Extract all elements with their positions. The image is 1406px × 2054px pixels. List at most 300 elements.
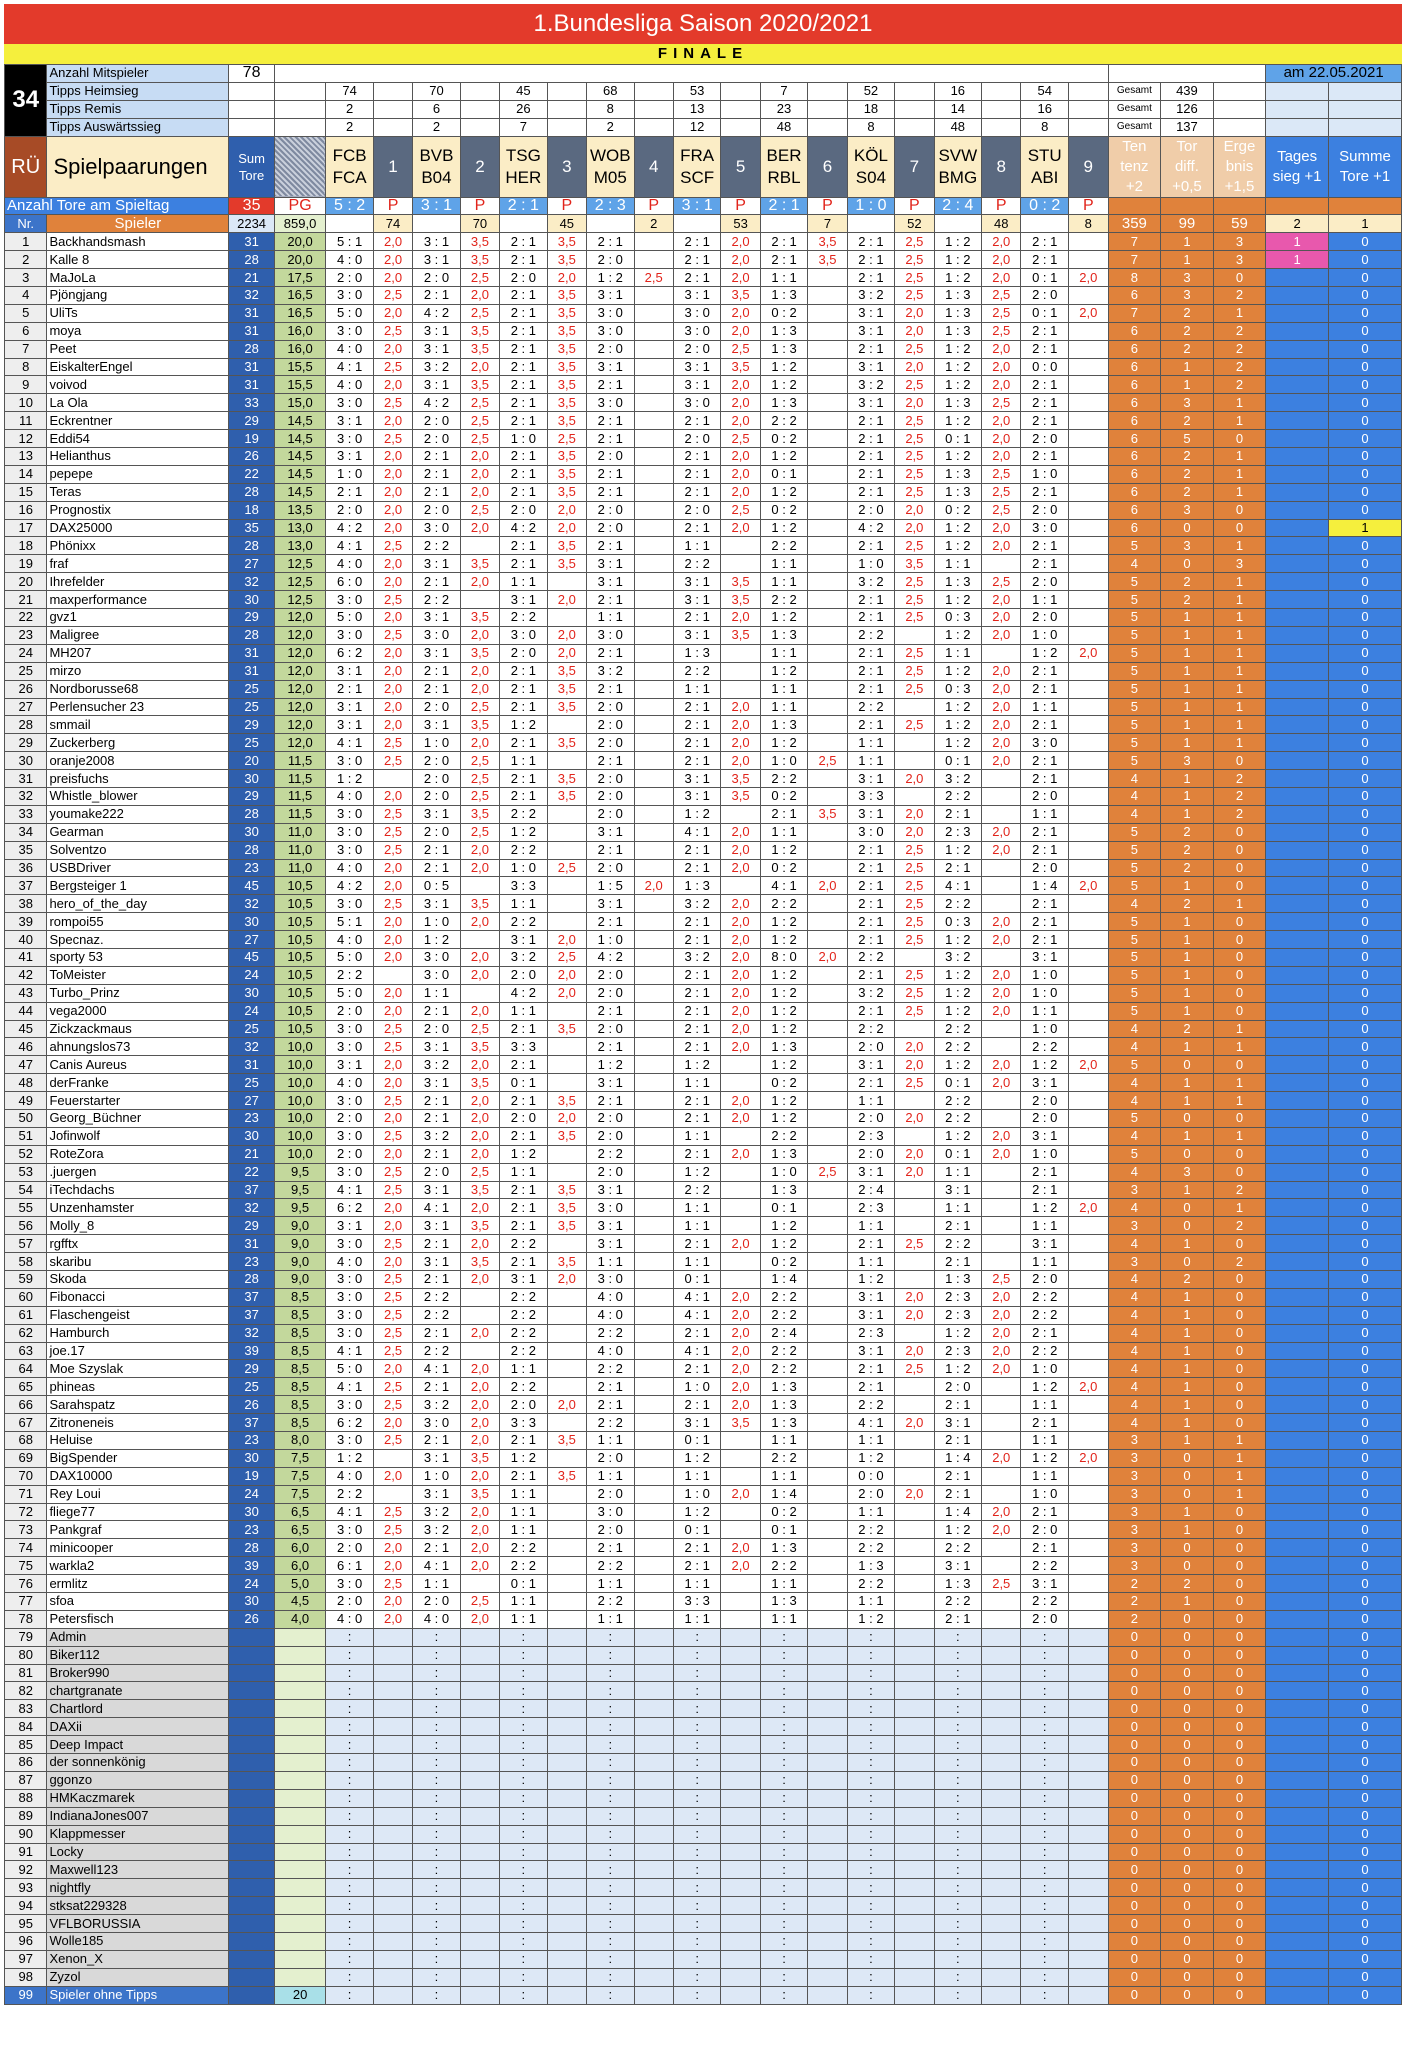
player-tip: 1 : 0 [760,752,807,770]
player-tip: 2 : 1 [760,251,807,269]
player-name: Backhandsmash [47,233,229,251]
player-row [5,680,1402,698]
player-summe: 0 [1328,626,1401,644]
player-tip: 1 : 0 [1021,1145,1068,1163]
player-tordiff: 1 [1161,1324,1214,1342]
player-points [982,1253,1021,1271]
player-points: 2,0 [373,984,412,1002]
player-points [982,1718,1021,1736]
player-tip: 0 : 2 [760,1074,807,1092]
player-tip: 2 : 0 [587,805,634,823]
player-points [982,1736,1021,1754]
game-result: 2 : 4 [934,197,981,215]
player-pg [274,1843,326,1861]
player-tip: 1 : 1 [760,698,807,716]
player-tip: 1 : 3 [760,1414,807,1432]
player-points: 3,5 [547,734,586,752]
player-points: 2,0 [460,841,499,859]
player-points [373,1628,412,1646]
player-tendenz: 0 [1108,1771,1161,1789]
player-points: 3,5 [547,1253,586,1271]
player-tordiff: 1 [1161,966,1214,984]
player-tip: 4 : 1 [413,1557,460,1575]
player-ergebnis: 0 [1213,1575,1266,1593]
player-tordiff: 1 [1161,734,1214,752]
player-points: 3,5 [547,465,586,483]
player-points: 2,0 [721,734,760,752]
player-tip: 3 : 3 [847,787,894,805]
player-ergebnis: 1 [1213,394,1266,412]
player-row [5,358,1402,376]
player-tip: 2 : 0 [587,770,634,788]
player-points: 2,5 [373,1521,412,1539]
player-points [1068,591,1108,609]
player-tip: 2 : 1 [587,430,634,448]
player-summe: 0 [1328,787,1401,805]
player-points [1068,1968,1108,1986]
player-points [808,1449,847,1467]
player-tip: 0 : 1 [760,1199,807,1217]
player-tip: 2 : 1 [500,251,547,269]
player-tip: : [847,1915,894,1933]
player-ergebnis: 0 [1213,1932,1266,1950]
tippspiel-table [4,4,1402,2005]
player-points: 3,5 [547,1181,586,1199]
player-tip: 2 : 1 [673,698,720,716]
player-row [5,448,1402,466]
player-tordiff: 1 [1161,877,1214,895]
player-tip: 2 : 0 [413,501,460,519]
player-summe: 0 [1328,823,1401,841]
player-tip: 4 : 1 [326,358,373,376]
player-sum-tore [229,1968,274,1986]
player-tip: 3 : 1 [1021,1575,1068,1593]
blank [847,215,894,233]
player-points [634,1271,673,1289]
player-name: fraf [47,555,229,573]
player-ergebnis: 0 [1213,1664,1266,1682]
player-tip: 5 : 0 [326,304,373,322]
blank [274,100,326,118]
player-tordiff: 0 [1161,519,1214,537]
player-tip: 1 : 2 [1021,1449,1068,1467]
player-tip: 1 : 1 [587,1253,634,1271]
player-summe: 0 [1328,1181,1401,1199]
player-tip: 2 : 1 [847,609,894,627]
player-pg: 11,5 [274,787,326,805]
player-points: 2,0 [460,465,499,483]
player-tip: 2 : 2 [934,1020,981,1038]
player-points [547,805,586,823]
player-row [5,1092,1402,1110]
player-points [373,1449,412,1467]
player-summe: 0 [1328,966,1401,984]
player-tip: 3 : 1 [413,1253,460,1271]
player-points [808,1521,847,1539]
player-name: derFranke [47,1074,229,1092]
player-tip: 0 : 1 [760,1521,807,1539]
player-tip: 2 : 2 [500,913,547,931]
player-tip: 2 : 1 [847,1378,894,1396]
player-tip: 2 : 1 [500,1056,547,1074]
player-points: 2,5 [982,573,1021,591]
player-tip: 2 : 0 [587,1521,634,1539]
player-tip: 3 : 0 [673,322,720,340]
player-points [634,1861,673,1879]
player-tip: 3 : 1 [413,251,460,269]
player-tip: 1 : 4 [760,1271,807,1289]
player-points: 2,0 [721,394,760,412]
player-ergebnis: 1 [1213,591,1266,609]
player-rank: 81 [5,1664,47,1682]
player-tip: 2 : 1 [413,1145,460,1163]
player-sum-tore: 31 [229,233,274,251]
player-tip: 2 : 1 [847,251,894,269]
player-points: 2,0 [982,1503,1021,1521]
player-tip: : [326,1628,373,1646]
player-tip: 2 : 1 [500,1020,547,1038]
player-tip: 5 : 1 [326,913,373,931]
player-points [895,1789,934,1807]
player-tip: 2 : 2 [760,412,807,430]
player-ergebnis: 0 [1213,1879,1266,1897]
player-points: 2,0 [373,1217,412,1235]
footer-tagessieg [1266,1986,1329,2004]
player-tagessieg [1266,1396,1329,1414]
player-points [895,1915,934,1933]
player-points: 2,0 [1068,1378,1108,1396]
player-tip: 2 : 1 [587,483,634,501]
player-tendenz: 4 [1108,1163,1161,1181]
player-name: Maxwell123 [47,1861,229,1879]
player-tordiff: 1 [1161,1306,1214,1324]
player-tip: 3 : 3 [500,1038,547,1056]
player-tip: 2 : 0 [326,1593,373,1611]
player-points [634,1074,673,1092]
tip-count: 7 [500,118,547,136]
player-points [460,1288,499,1306]
player-points [721,1897,760,1915]
player-summe: 0 [1328,233,1401,251]
player-points [808,394,847,412]
player-tordiff: 0 [1161,1664,1214,1682]
player-summe: 0 [1328,1163,1401,1181]
player-points: 2,0 [982,1324,1021,1342]
player-points [808,322,847,340]
player-tip: 2 : 3 [847,1324,894,1342]
player-points [721,1127,760,1145]
player-tordiff: 0 [1161,1610,1214,1628]
blank [982,100,1021,118]
player-name: maxperformance [47,591,229,609]
player-tagessieg [1266,1825,1329,1843]
player-sum-tore [229,1843,274,1861]
player-sum-tore: 28 [229,537,274,555]
player-tip: 0 : 1 [1021,269,1068,287]
player-points: 2,0 [721,698,760,716]
player-tip: 4 : 0 [326,931,373,949]
player-points: 2,5 [895,233,934,251]
player-points [1068,1127,1108,1145]
player-points: 2,5 [982,394,1021,412]
player-name: skaribu [47,1253,229,1271]
player-points [373,1825,412,1843]
player-rank: 97 [5,1950,47,1968]
total-tagessieg: 2 [1266,215,1329,233]
player-points [1068,752,1108,770]
player-ergebnis: 2 [1213,805,1266,823]
player-points [721,537,760,555]
player-rank: 49 [5,1092,47,1110]
player-summe: 0 [1328,1771,1401,1789]
player-points [808,1718,847,1736]
player-points [634,626,673,644]
player-points [1068,984,1108,1002]
player-points: 2,5 [895,1235,934,1253]
player-tip: 2 : 1 [413,1002,460,1020]
player-points [634,734,673,752]
player-pg: 8,5 [274,1378,326,1396]
player-sum-tore: 39 [229,1557,274,1575]
player-name: sporty 53 [47,948,229,966]
player-tip: : [934,1718,981,1736]
player-points: 2,5 [373,322,412,340]
player-points: 3,5 [547,1020,586,1038]
player-points [1068,1342,1108,1360]
player-points: 2,0 [373,412,412,430]
player-points [808,1915,847,1933]
player-pg: 9,0 [274,1271,326,1289]
player-rank: 69 [5,1449,47,1467]
blank [895,82,934,100]
player-tagessieg [1266,430,1329,448]
player-tordiff: 0 [1161,1754,1214,1772]
player-row [5,1378,1402,1396]
player-points [808,1682,847,1700]
player-points [808,841,847,859]
player-points [547,609,586,627]
tip-count: 26 [500,100,547,118]
player-tagessieg [1266,1736,1329,1754]
player-tip: 2 : 1 [934,1610,981,1628]
player-tip: 2 : 2 [760,1360,807,1378]
player-row [5,1503,1402,1521]
player-points: 2,5 [895,448,934,466]
player-tordiff: 0 [1161,555,1214,573]
player-tagessieg [1266,1038,1329,1056]
player-tip: 1 : 2 [673,805,720,823]
player-points [1068,1360,1108,1378]
player-tip: : [673,1950,720,1968]
player-tip: 1 : 1 [587,1575,634,1593]
player-tip: : [847,1736,894,1754]
tip-row-heim [5,82,1402,100]
player-pg [274,1789,326,1807]
player-points: 2,0 [721,465,760,483]
player-row [5,537,1402,555]
player-points [634,1575,673,1593]
player-tordiff: 0 [1161,1861,1214,1879]
blank [229,118,274,136]
player-points: 2,0 [547,519,586,537]
player-tip: 3 : 1 [326,448,373,466]
player-tip: 2 : 1 [760,233,807,251]
player-pg: 10,5 [274,895,326,913]
player-tendenz: 0 [1108,1879,1161,1897]
player-points: 2,0 [982,984,1021,1002]
player-tip: 2 : 1 [847,931,894,949]
player-summe: 0 [1328,1449,1401,1467]
player-points [721,1575,760,1593]
player-points [634,1414,673,1432]
player-ergebnis: 0 [1213,1789,1266,1807]
player-points [373,1682,412,1700]
player-tendenz: 6 [1108,376,1161,394]
player-points [460,1843,499,1861]
player-points [808,287,847,305]
player-points [634,1843,673,1861]
player-points [634,609,673,627]
player-ergebnis: 1 [1213,1127,1266,1145]
player-tip: 1 : 2 [760,662,807,680]
player-tip: : [760,1718,807,1736]
player-sum-tore: 19 [229,430,274,448]
player-tordiff: 1 [1161,626,1214,644]
player-name: hero_of_the_day [47,895,229,913]
player-ergebnis: 1 [1213,1020,1266,1038]
player-points: 3,5 [547,1467,586,1485]
player-tip: 3 : 2 [587,662,634,680]
player-points [895,1181,934,1199]
player-tip: : [760,1754,807,1772]
player-tip: 2 : 0 [413,1163,460,1181]
player-tip: 2 : 2 [587,1324,634,1342]
player-tendenz: 4 [1108,1414,1161,1432]
player-tip: 5 : 0 [326,609,373,627]
player-tip: 3 : 0 [1021,519,1068,537]
player-tip: 3 : 1 [413,1485,460,1503]
player-tip: 0 : 2 [760,304,807,322]
player-tagessieg [1266,1861,1329,1879]
player-name: Broker990 [47,1664,229,1682]
player-points: 2,5 [895,931,934,949]
player-tip: 2 : 1 [673,1038,720,1056]
player-points [721,1789,760,1807]
player-points [895,1575,934,1593]
player-points: 2,0 [373,859,412,877]
player-tip: : [326,1807,373,1825]
player-tip: 2 : 1 [847,644,894,662]
player-tordiff: 1 [1161,609,1214,627]
player-tip: 1 : 2 [760,1056,807,1074]
player-tip: : [760,1771,807,1789]
player-points: 2,0 [373,931,412,949]
player-name: Admin [47,1628,229,1646]
player-rank: 53 [5,1163,47,1181]
player-tip: 4 : 2 [326,877,373,895]
player-points: 2,0 [373,877,412,895]
player-tip: 4 : 1 [673,823,720,841]
player-sum-tore [229,1789,274,1807]
player-tip: 2 : 0 [413,823,460,841]
player-points: 2,5 [460,770,499,788]
player-tip: : [673,1736,720,1754]
player-points [1068,519,1108,537]
player-tip: : [1021,1879,1068,1897]
player-row-empty [5,1950,1402,1968]
player-points [1068,1843,1108,1861]
game-result: 2 : 1 [760,197,807,215]
player-points: 2,0 [460,1360,499,1378]
player-tip: : [413,1986,460,2004]
player-tip: 3 : 1 [673,591,720,609]
player-tip: : [673,1932,720,1950]
player-tip: : [413,1789,460,1807]
player-points [721,1682,760,1700]
player-tip: 2 : 1 [500,465,547,483]
player-points [1068,931,1108,949]
total-tordiff: 99 [1161,215,1214,233]
player-points [634,1825,673,1843]
player-points [634,1253,673,1271]
player-row [5,1253,1402,1271]
player-points: 2,0 [1068,1449,1108,1467]
player-tip: : [326,1986,373,2004]
player-tip: 3 : 0 [326,1092,373,1110]
player-points [808,1020,847,1038]
player-points: 2,0 [895,1288,934,1306]
player-tagessieg [1266,913,1329,931]
player-tip: 3 : 0 [326,895,373,913]
player-row [5,1360,1402,1378]
player-tip: 3 : 1 [1021,1235,1068,1253]
player-tip: 4 : 0 [326,859,373,877]
player-tordiff: 1 [1161,233,1214,251]
player-tip: : [326,1646,373,1664]
player-points: 2,5 [895,591,934,609]
player-points [895,1968,934,1986]
player-tip: 3 : 0 [326,1163,373,1181]
game-result: 3 : 1 [413,197,460,215]
player-tip: 3 : 1 [673,626,720,644]
player-tip: 1 : 2 [760,1109,807,1127]
player-tip: 1 : 2 [847,1271,894,1289]
player-tip: 3 : 0 [326,1432,373,1450]
blank [634,100,673,118]
player-points [808,1074,847,1092]
player-tip: 2 : 2 [934,1038,981,1056]
player-tip: 2 : 2 [760,1449,807,1467]
player-name: Maligree [47,626,229,644]
player-tip: 1 : 2 [934,1360,981,1378]
player-name: Teras [47,483,229,501]
player-points: 2,0 [721,519,760,537]
player-tip: 2 : 1 [500,1217,547,1235]
player-points [721,1807,760,1825]
player-points [547,1503,586,1521]
player-points [808,1199,847,1217]
player-points [634,1485,673,1503]
player-points [547,1539,586,1557]
player-rank: 68 [5,1432,47,1450]
player-tip: 2 : 1 [500,1127,547,1145]
player-sum-tore: 23 [229,1432,274,1450]
player-tip: 2 : 1 [413,448,460,466]
player-points [721,1700,760,1718]
player-sum-tore: 26 [229,1396,274,1414]
player-tagessieg [1266,1056,1329,1074]
player-tip: 3 : 1 [673,1414,720,1432]
